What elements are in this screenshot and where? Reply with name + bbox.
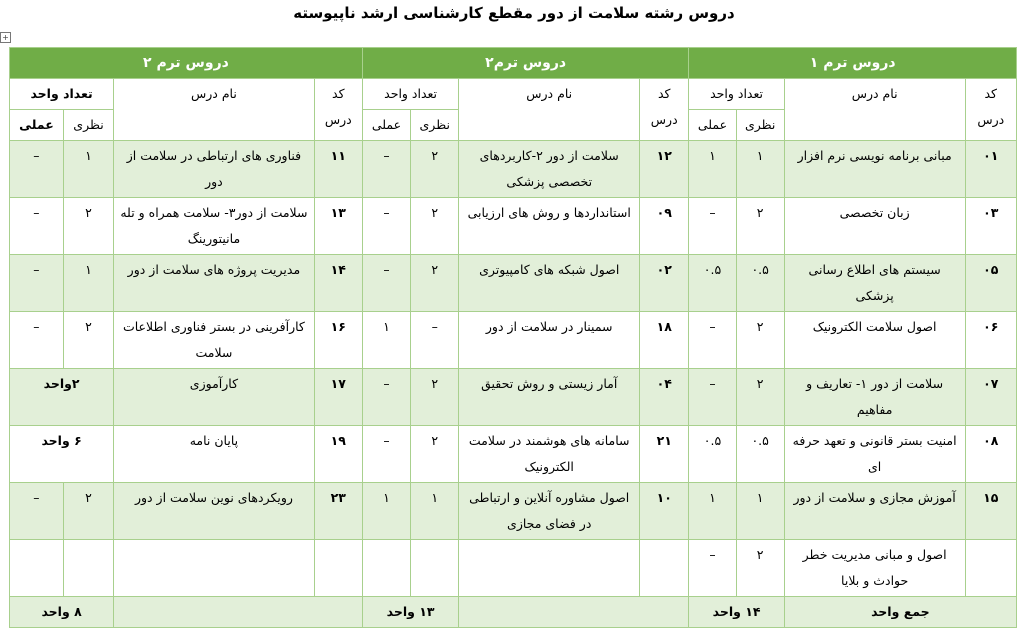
course-name: سلامت از دور ۲-کاربردهای تخصصی پزشکی [459, 141, 640, 198]
course-name: رویکردهای نوین سلامت از دور [114, 483, 314, 540]
total-units: ۲واحد [10, 369, 114, 426]
course-code: ۱۴ [314, 255, 362, 312]
totals-label: جمع واحد [784, 597, 1016, 628]
course-code: ۲۱ [640, 426, 689, 483]
code-header: کد درس [965, 79, 1016, 141]
course-code: ۱۵ [965, 483, 1016, 540]
table-row [10, 141, 1017, 198]
theory-units: ۲ [411, 198, 459, 255]
theory-units: ۱ [63, 255, 113, 312]
theory-units: ۲ [736, 369, 784, 426]
theory-units: ۲ [63, 483, 113, 540]
course-code: ۱۲ [640, 141, 689, 198]
course-code: ۱۳ [314, 198, 362, 255]
empty-cell [362, 540, 410, 597]
course-code: ۰۸ [965, 426, 1016, 483]
theory-units: ۰.۵ [736, 255, 784, 312]
theory-units: ۲ [63, 312, 113, 369]
practical-units: – [362, 369, 410, 426]
course-code: ۰۷ [965, 369, 1016, 426]
code-header: کد درس [314, 79, 362, 141]
practical-units: – [10, 312, 64, 369]
term3-header: دروس ترم ۲ [10, 48, 363, 79]
course-name: پایان نامه [114, 426, 314, 483]
practical-units: – [689, 312, 736, 369]
empty-cell [114, 540, 314, 597]
course-code: ۱۰ [640, 483, 689, 540]
course-name: کارآموزی [114, 369, 314, 426]
theory-units: ۱ [411, 483, 459, 540]
term2-header: دروس ترم۲ [362, 48, 689, 79]
empty-cell [459, 597, 689, 628]
practical-units: ۰.۵ [689, 426, 736, 483]
empty-cell [314, 540, 362, 597]
table-row [10, 369, 1017, 426]
practical-units: – [362, 426, 410, 483]
theory-units: ۲ [736, 540, 784, 597]
course-name: فناوری های ارتباطی در سلامت از دور [114, 141, 314, 198]
course-name: اصول شبکه های کامپیوتری [459, 255, 640, 312]
theory-header: نظری [736, 110, 784, 141]
theory-header: نظری [411, 110, 459, 141]
theory-units: ۱ [736, 141, 784, 198]
course-code: ۱۸ [640, 312, 689, 369]
course-code: ۰۱ [965, 141, 1016, 198]
term1-total: ۱۴ واحد [689, 597, 784, 628]
course-code: ۰۹ [640, 198, 689, 255]
course-code: ۰۲ [640, 255, 689, 312]
practical-units: – [10, 483, 64, 540]
empty-cell [114, 597, 363, 628]
empty-cell [10, 540, 64, 597]
theory-units: ۲ [411, 369, 459, 426]
practical-units: ۱ [689, 483, 736, 540]
course-code [965, 540, 1016, 597]
table-row [10, 255, 1017, 312]
course-code: ۱۹ [314, 426, 362, 483]
practical-units: – [689, 198, 736, 255]
table-row [10, 312, 1017, 369]
practical-units: – [362, 198, 410, 255]
practical-units: ۱ [362, 312, 410, 369]
theory-units: ۲ [411, 426, 459, 483]
theory-units: ۲ [63, 198, 113, 255]
course-name: استانداردها و روش های ارزیابی [459, 198, 640, 255]
course-name: کارآفرینی در بستر فناوری اطلاعات سلامت [114, 312, 314, 369]
units-header: تعداد واحد [689, 79, 784, 110]
practical-units: ۱ [362, 483, 410, 540]
name-header: نام درس [114, 79, 314, 141]
theory-units: ۲ [411, 255, 459, 312]
theory-units: ۲ [736, 198, 784, 255]
course-name: سیستم های اطلاع رسانی پزشکی [784, 255, 965, 312]
table-move-handle-icon[interactable]: + [0, 32, 11, 43]
course-name: آمار زیستی و روش تحقیق [459, 369, 640, 426]
term1-header: دروس ترم ۱ [689, 48, 1017, 79]
practical-header: عملی [362, 110, 410, 141]
course-code: ۲۳ [314, 483, 362, 540]
theory-units: ۰.۵ [736, 426, 784, 483]
table-row [10, 483, 1017, 540]
practical-units: – [689, 540, 736, 597]
course-code: ۰۵ [965, 255, 1016, 312]
course-name: زبان تخصصی [784, 198, 965, 255]
document-title: دروس رشته سلامت از دور مقطع کارشناسی ارشد ناپیوسته [293, 4, 735, 22]
empty-cell [411, 540, 459, 597]
theory-units: ۲ [736, 312, 784, 369]
practical-units: – [10, 255, 64, 312]
practical-units: ۰.۵ [689, 255, 736, 312]
empty-cell [63, 540, 113, 597]
course-code: ۰۴ [640, 369, 689, 426]
practical-units: – [10, 141, 64, 198]
total-units: ۶ واحد [10, 426, 114, 483]
code-header: کد درس [640, 79, 689, 141]
empty-cell [459, 540, 640, 597]
course-code: ۱۱ [314, 141, 362, 198]
units-header: تعداد واحد [362, 79, 458, 110]
theory-units: ۲ [411, 141, 459, 198]
course-name: مدیریت پروژه های سلامت از دور [114, 255, 314, 312]
course-name: سمینار در سلامت از دور [459, 312, 640, 369]
course-name: اصول سلامت الکترونیک [784, 312, 965, 369]
name-header: نام درس [459, 79, 640, 141]
term2-total: ۱۳ واحد [362, 597, 458, 628]
theory-header: نظری [63, 110, 113, 141]
practical-units: – [10, 198, 64, 255]
term3-total: ۸ واحد [10, 597, 114, 628]
course-name: امنیت بستر قانونی و تعهد حرفه ای [784, 426, 965, 483]
theory-units: ۱ [63, 141, 113, 198]
practical-units: ۱ [689, 141, 736, 198]
name-header: نام درس [784, 79, 965, 141]
course-name: سلامت از دور ۱- تعاریف و مفاهیم [784, 369, 965, 426]
course-table [9, 47, 1017, 628]
course-name: آموزش مجازی و سلامت از دور [784, 483, 965, 540]
practical-units: – [362, 255, 410, 312]
course-name: سامانه های هوشمند در سلامت الکترونیک [459, 426, 640, 483]
course-code: ۱۷ [314, 369, 362, 426]
table-row [10, 198, 1017, 255]
course-name: مبانی برنامه نویسی نرم افزار [784, 141, 965, 198]
course-name: اصول و مبانی مدیریت خطر حوادث و بلایا [784, 540, 965, 597]
practical-units: – [362, 141, 410, 198]
totals-row [10, 597, 1017, 628]
units-header: تعداد واحد [10, 79, 114, 110]
table-row [10, 426, 1017, 483]
course-name: اصول مشاوره آنلاین و ارتباطی در فضای مجازی [459, 483, 640, 540]
course-code: ۰۳ [965, 198, 1016, 255]
theory-units: ۱ [736, 483, 784, 540]
table-row [10, 540, 1017, 597]
practical-units: – [689, 369, 736, 426]
course-code: ۰۶ [965, 312, 1016, 369]
practical-header: عملی [10, 110, 64, 141]
empty-cell [640, 540, 689, 597]
course-code: ۱۶ [314, 312, 362, 369]
theory-units: – [411, 312, 459, 369]
course-name: سلامت از دور۳- سلامت همراه و تله مانیتورینگ [114, 198, 314, 255]
practical-header: عملی [689, 110, 736, 141]
